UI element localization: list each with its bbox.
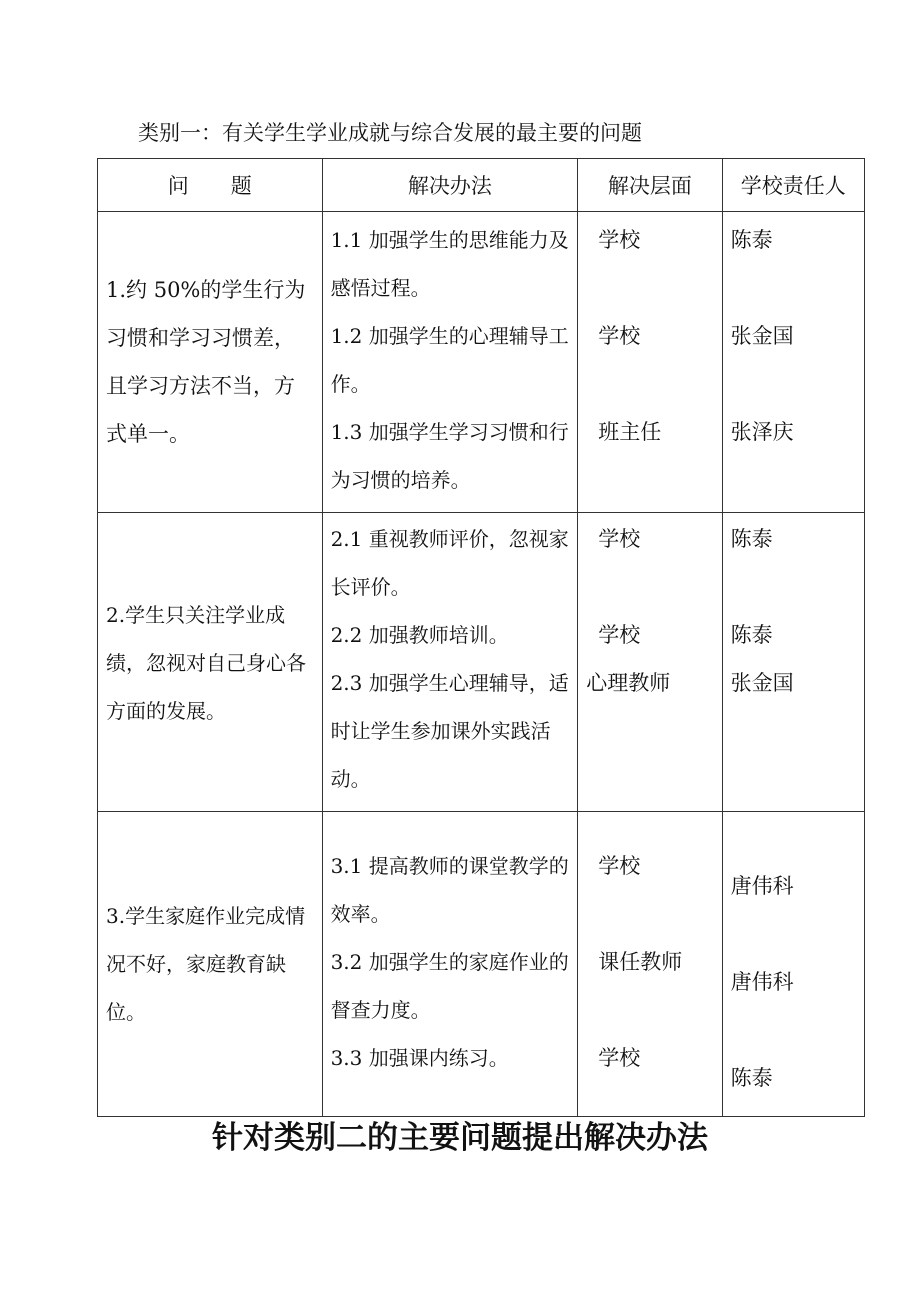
table-row <box>98 212 865 513</box>
problem-cell <box>98 812 323 1117</box>
solution-cell <box>322 212 578 513</box>
problem-cell <box>98 513 323 812</box>
header-person: 学校责任人 <box>722 159 864 212</box>
table-row <box>98 812 865 1117</box>
header-level: 解决层面 <box>578 159 722 212</box>
solution-item: 2.3 加强学生心理辅导，适时让学生参加课外实践活动。 <box>330 671 569 791</box>
level-item: 学校 <box>598 1046 641 1070</box>
solution-item: 3.3 加强课内练习。 <box>330 1046 509 1070</box>
table-row <box>98 513 865 812</box>
person-cell <box>722 812 864 1117</box>
solution-cell <box>322 812 578 1117</box>
person-item: 唐伟科 <box>730 874 794 898</box>
table-header-row <box>98 159 865 212</box>
problem-text: 3.学生家庭作业完成情况不好，家庭教育缺位。 <box>106 904 306 1024</box>
solution-item: 1.1 加强学生的思维能力及感悟过程。 <box>330 228 569 300</box>
level-item: 学校 <box>598 324 641 348</box>
table-caption: 类别一：有关学生学业成就与综合发展的最主要的问题 <box>138 121 642 145</box>
problem-table <box>97 158 865 1117</box>
problem-text: 2.学生只关注学业成绩，忽视对自己身心各方面的发展。 <box>106 603 306 723</box>
solution-item: 2.1 重视教师评价，忽视家长评价。 <box>330 527 569 599</box>
solution-item: 1.2 加强学生的心理辅导工作。 <box>330 324 569 396</box>
problem-text: 1.约 50%的学生行为习惯和学习习惯差，且学习方法不当，方式单一。 <box>106 278 306 446</box>
solution-item: 3.1 提高教师的课堂教学的效率。 <box>330 854 569 926</box>
problem-cell <box>98 212 323 513</box>
header-solution: 解决办法 <box>322 159 578 212</box>
person-item: 张金国 <box>730 671 794 695</box>
level-item: 学校 <box>598 527 641 551</box>
level-cell <box>578 212 722 513</box>
person-item: 张金国 <box>730 324 794 348</box>
level-cell <box>578 513 722 812</box>
solution-item: 3.2 加强学生的家庭作业的督查力度。 <box>330 950 569 1022</box>
solution-item: 1.3 加强学生学习习惯和行为习惯的培养。 <box>330 420 569 492</box>
level-item: 学校 <box>598 228 641 252</box>
level-item: 课任教师 <box>598 950 683 974</box>
person-item: 陈泰 <box>730 228 773 252</box>
header-problem: 问 题 <box>98 159 323 212</box>
person-item: 张泽庆 <box>730 420 794 444</box>
person-item: 陈泰 <box>730 623 773 647</box>
level-item: 学校 <box>598 854 641 878</box>
person-cell <box>722 513 864 812</box>
solution-item: 2.2 加强教师培训。 <box>330 623 509 647</box>
level-item: 心理教师 <box>586 671 671 695</box>
level-item: 学校 <box>598 623 641 647</box>
person-cell <box>722 212 864 513</box>
solution-cell <box>322 513 578 812</box>
person-item: 陈泰 <box>730 1066 773 1090</box>
section-heading: 针对类别二的主要问题提出解决办法 <box>212 1120 708 1156</box>
person-item: 唐伟科 <box>730 970 794 994</box>
person-item: 陈泰 <box>730 527 773 551</box>
level-cell <box>578 812 722 1117</box>
level-item: 班主任 <box>598 420 662 444</box>
